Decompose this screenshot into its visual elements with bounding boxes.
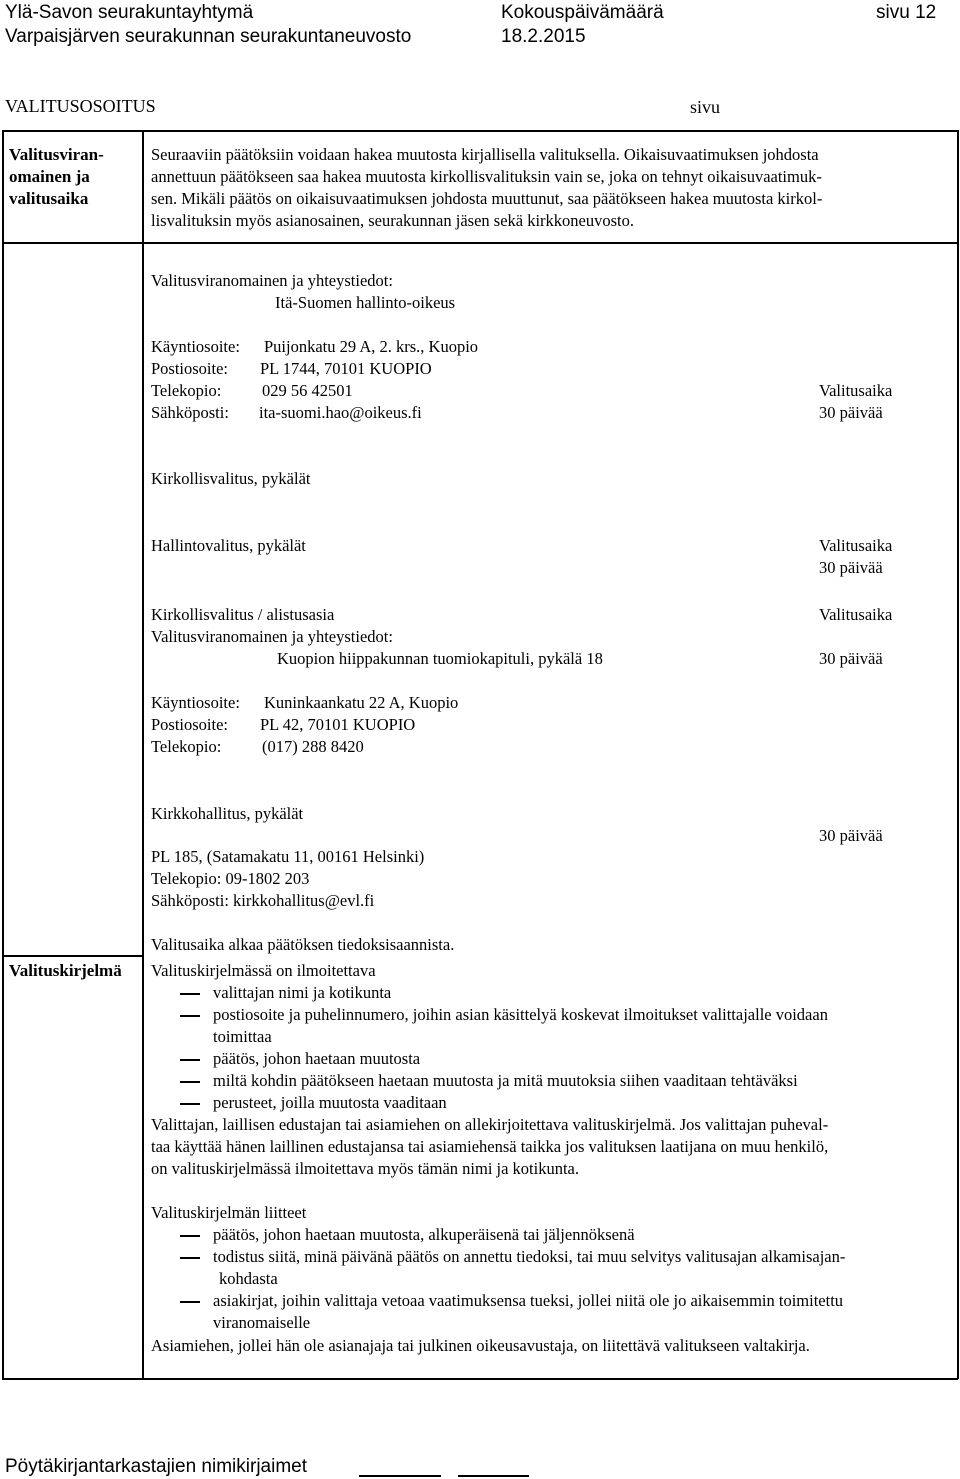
kirkkohallitus-contacts: PL 185, (Satamakatu 11, 00161 Helsinki) Telekopio: 09-1802 203 Sähköposti: kirkkohallitus@evl.fi	[151, 847, 425, 910]
alistus-heading: Kirkollisvalitus / alistusasia	[151, 605, 335, 624]
signature-line-1[interactable]	[359, 1475, 441, 1477]
intro-paragraph: Seuraaviin päätöksiin voidaan hakea muutosta kirjallisella valituksella. Oikaisuvaatimuksen johdosta annettuun päätökseen saa hakea muutosta kirkollisvalituksin vain se, joka on tehnyt oikaisuvaatimuk- sen. Mikäli päätös on oikaisuvaatimuksen johdosta muuttunut, saa päätökseen hakea muutosta kirkol- lisvalituksin myös asianosainen, seurakunnan jäsen sekä kirkkoneuvosto.	[151, 145, 823, 230]
council-name: Varpaisjärven seurakunnan seurakuntaneuvosto	[5, 26, 412, 47]
list-item: perusteet, joilla muutosta vaaditaan	[213, 1093, 447, 1112]
table-left-border	[2, 130, 4, 1379]
document-title: VALITUSOSOITUS	[5, 96, 156, 116]
signature-line-2[interactable]	[458, 1475, 529, 1477]
contact-label: Telekopio:	[151, 737, 222, 756]
section-label-appeal-letter: Valituskirjelmä	[9, 961, 122, 980]
list-item: postiosoite ja puhelinnumero, joihin asian käsittelyä koskevat ilmoitukset valittajalle voidaan toimittaa	[213, 1005, 828, 1046]
attachments-heading: Valituskirjelmän liitteet	[151, 1203, 307, 1222]
contact-label: Käyntiosoite:	[151, 693, 240, 712]
list-dash	[180, 1059, 200, 1061]
list-dash	[180, 1301, 200, 1303]
page-number: sivu 12	[876, 2, 937, 23]
email-link[interactable]: ita-suomi.hao@oikeus.fi	[259, 403, 422, 422]
kirkkohallitus-heading: Kirkkohallitus, pykälät	[151, 804, 304, 823]
contact-label: Postiosoite:	[151, 715, 229, 734]
appeal-time-label: Valitusaika	[819, 536, 893, 555]
contact-value: (017) 288 8420	[262, 737, 364, 756]
list-dash	[180, 1235, 200, 1237]
appeal-time-label: Valitusaika	[819, 381, 893, 400]
list-item: päätös, johon haetaan muutosta	[213, 1049, 421, 1068]
authority-heading: Valitusviranomainen ja yhteystiedot:	[151, 627, 393, 646]
contact-value: PL 1744, 70101 KUOPIO	[260, 359, 432, 378]
list-dash	[180, 993, 200, 995]
intro-cell-divider	[141, 242, 958, 244]
contact-value: 029 56 42501	[262, 381, 353, 400]
appeal-letter-intro: Valituskirjelmässä on ilmoitettava	[151, 961, 376, 980]
contact-value: Kuninkaankatu 22 A, Kuopio	[264, 693, 459, 712]
contact-label: Sähköposti:	[151, 403, 229, 422]
contact-label: Käyntiosoite:	[151, 337, 240, 356]
label-cell-divider	[2, 242, 143, 244]
list-dash	[180, 1081, 200, 1083]
section-label-authority: Valitusviran- omainen ja valitusaika	[9, 145, 104, 208]
meeting-date-label: Kokouspäivämäärä	[501, 2, 664, 23]
list-dash	[180, 1257, 200, 1259]
contact-label: Telekopio:	[151, 381, 222, 400]
attachment-item: asiakirjat, joihin valittaja vetoaa vaatimuksensa tueksi, jollei niitä ole jo aikaisemmin toimitettu viranomaiselle	[213, 1291, 844, 1332]
attachment-item: todistus siitä, minä päivänä päätös on annettu tiedoksi, tai muu selvitys valitusajan alkamisajan- kohdasta	[213, 1247, 846, 1288]
contact-label: Postiosoite:	[151, 359, 229, 378]
admin-appeal-heading: Hallintovalitus, pykälät	[151, 536, 306, 555]
label-cell-divider-2	[2, 955, 143, 957]
appeal-time-value: 30 päivää	[819, 403, 883, 422]
time-start-note: Valitusaika alkaa päätöksen tiedoksisaannista.	[151, 935, 455, 954]
signatures-label: Pöytäkirjantarkastajien nimikirjaimet	[5, 1456, 307, 1477]
authority-heading: Valitusviranomainen ja yhteystiedot:	[151, 271, 393, 290]
signing-paragraph: Valittajan, laillisen edustajan tai asiamiehen on allekirjoitettava valituskirjelmä. Jos valittajan puheval- taa käyttää hänen laillinen edustajansa tai asiamiehensä taikka jos valituksen laatijana on muu henkilö, on valituskirjelmässä ilmoitettava myös tämän nimi ja kotikunta.	[151, 1115, 829, 1178]
meeting-date: 18.2.2015	[501, 26, 586, 47]
table-column-divider	[142, 130, 144, 1379]
list-item: miltä kohdin päätökseen haetaan muutosta ja mitä muutoksia siihen vaaditaan tehtäväksi	[213, 1071, 798, 1090]
church-appeal-heading: Kirkollisvalitus, pykälät	[151, 469, 311, 488]
org-name: Ylä-Savon seurakuntayhtymä	[5, 2, 254, 23]
contact-value: Puijonkatu 29 A, 2. krs., Kuopio	[264, 337, 479, 356]
table-right-border	[957, 130, 959, 1379]
authority-name: Itä-Suomen hallinto-oikeus	[275, 293, 456, 312]
table-top-border	[2, 130, 958, 132]
authority-name: Kuopion hiippakunnan tuomiokapituli, pykälä 18	[277, 649, 603, 668]
proxy-note: Asiamiehen, jollei hän ole asianajaja tai julkinen oikeusavustaja, on liitettävä valitukseen valtakirja.	[151, 1336, 810, 1355]
appeal-time-value: 30 päivää	[819, 649, 883, 668]
sivu-column-header: sivu	[690, 97, 721, 117]
appeal-time-label: Valitusaika	[819, 605, 893, 624]
attachment-item: päätös, johon haetaan muutosta, alkuperäisenä tai jäljennöksenä	[213, 1225, 635, 1244]
appeal-time-value: 30 päivää	[819, 826, 883, 845]
list-item: valittajan nimi ja kotikunta	[213, 983, 392, 1002]
table-bottom-border	[2, 1378, 958, 1380]
list-dash	[180, 1103, 200, 1105]
contact-value: PL 42, 70101 KUOPIO	[260, 715, 416, 734]
list-dash	[180, 1015, 200, 1017]
appeal-time-value: 30 päivää	[819, 558, 883, 577]
